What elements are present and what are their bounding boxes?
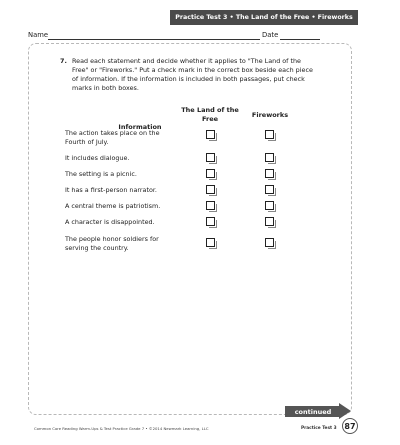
checkbox-land-row-7[interactable]: [206, 238, 215, 247]
date-label: Date: [262, 31, 279, 39]
table-row-label: The setting is a picnic.: [65, 170, 137, 178]
header-fireworks: Fireworks: [251, 111, 289, 119]
checkbox-fireworks-row-4[interactable]: [265, 185, 274, 194]
name-field-line[interactable]: [48, 39, 260, 40]
name-date-line: [28, 30, 358, 42]
checkbox-land-row-5[interactable]: [206, 201, 215, 210]
checkbox-fireworks-row-6[interactable]: [265, 217, 274, 226]
continued-label: continued: [285, 406, 341, 417]
checkbox-fireworks-row-1[interactable]: [265, 130, 274, 139]
question-number: 7.: [60, 57, 67, 65]
arrow-right-icon: [339, 403, 351, 419]
footer-section: Practice Test 3: [301, 426, 337, 431]
page-number: 87: [342, 418, 358, 434]
table-row-label: The people honor soldiers for serving the country.: [65, 235, 159, 252]
table-row-label: A character is disappointed.: [65, 218, 155, 226]
section-header: [170, 10, 358, 25]
table-row-label: The action takes place on the Fourth of July.: [65, 129, 160, 146]
checkbox-fireworks-row-5[interactable]: [265, 201, 274, 210]
checkbox-fireworks-row-2[interactable]: [265, 153, 274, 162]
continued-indicator: [285, 403, 353, 419]
checkbox-land-row-2[interactable]: [206, 153, 215, 162]
table-row-label: It has a first-person narrator.: [65, 186, 157, 194]
footer-copyright: Common Core Reading Warm-Ups & Test Practice Grade 7 • ©2014 Newmark Learning, LLC: [34, 426, 209, 431]
checkbox-land-row-1[interactable]: [206, 130, 215, 139]
date-field-line[interactable]: [280, 39, 320, 40]
table-row-label: A central theme is patriotism.: [65, 202, 161, 210]
checkbox-land-row-6[interactable]: [206, 217, 215, 226]
question-text: Read each statement and decide whether it applies to "The Land of the Free" or "Fireworks." Put a check mark in the correct box beside each piece of information. If the information is included in both passages, put check marks in both boxes.: [72, 57, 313, 92]
table-row-label: It includes dialogue.: [65, 154, 130, 162]
name-label: Name: [28, 31, 49, 39]
checkbox-land-row-3[interactable]: [206, 169, 215, 178]
checkbox-land-row-4[interactable]: [206, 185, 215, 194]
header-land-of-the-free: The Land of the Free: [181, 106, 239, 123]
question-frame: [28, 43, 352, 415]
header-information: Information: [118, 123, 162, 131]
checkbox-fireworks-row-7[interactable]: [265, 238, 274, 247]
section-title: Practice Test 3 • The Land of the Free • Fireworks: [175, 14, 353, 21]
checkbox-fireworks-row-3[interactable]: [265, 169, 274, 178]
